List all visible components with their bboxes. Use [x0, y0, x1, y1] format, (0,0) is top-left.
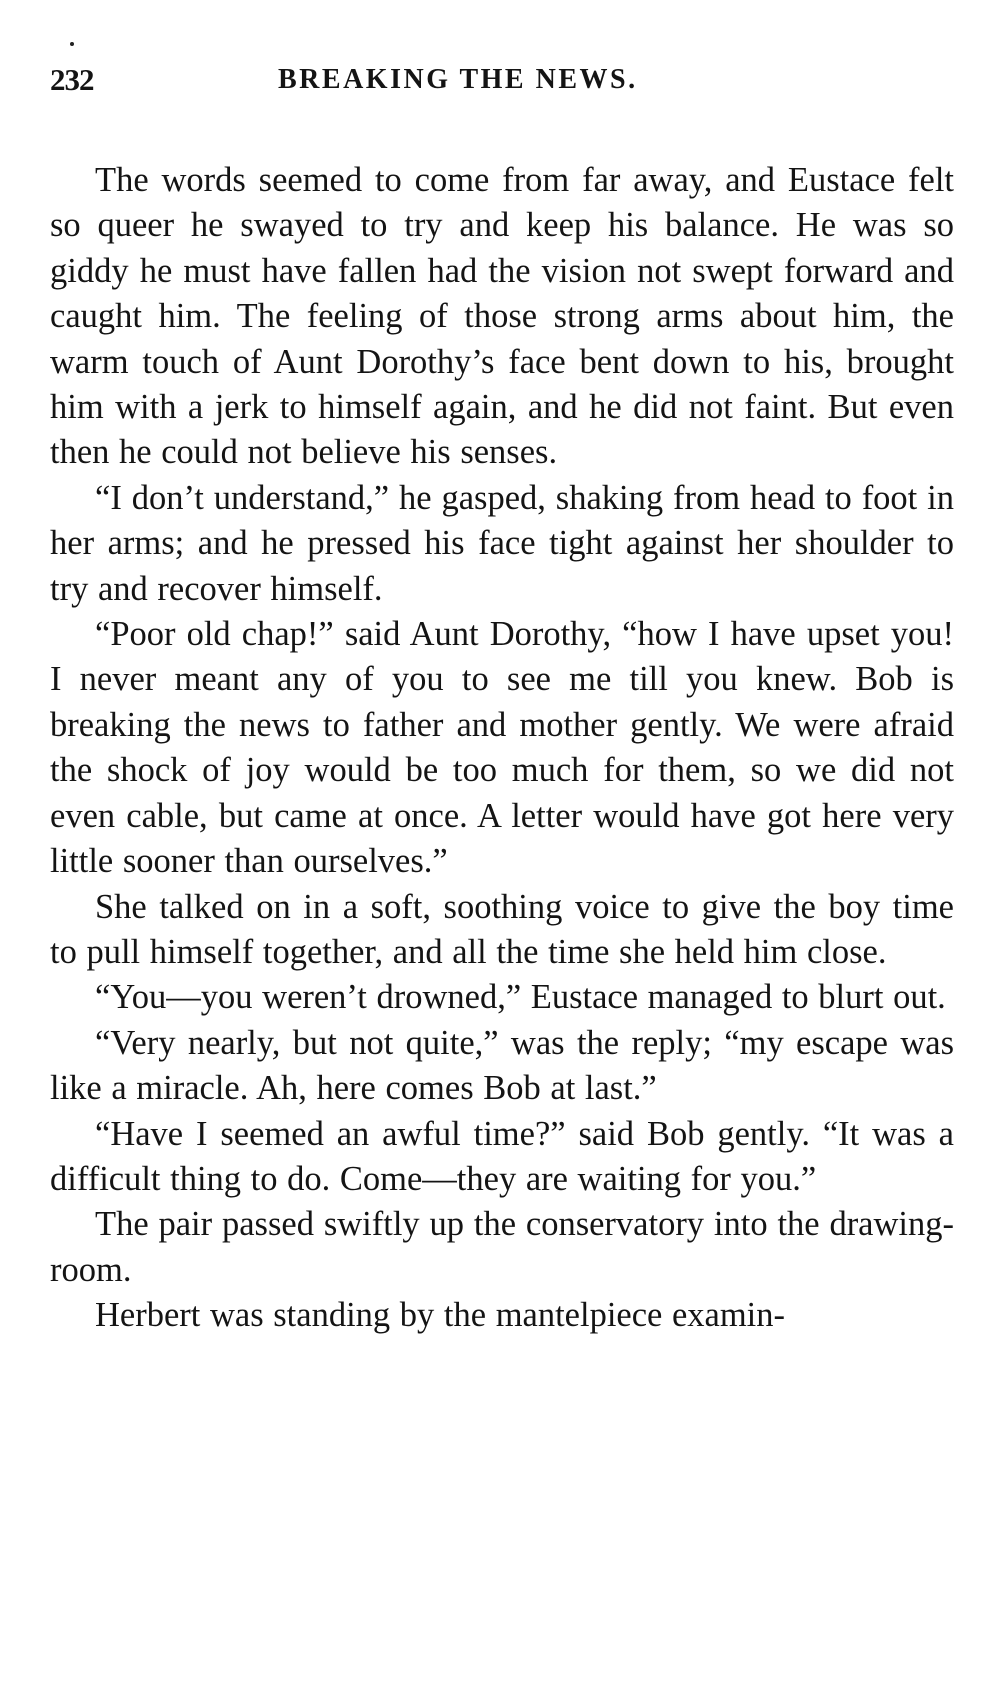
paragraph: The pair passed swiftly up the conservatory into the drawing-room.	[50, 1205, 954, 1289]
paragraph: “Poor old chap!” said Aunt Dorothy, “how I have upset you! I never meant any of you to see me till you knew. Bob is breaking the news to father and mother gently. We were afraid the shock of joy would be too much for them, so we did not even cable, but came at once. A letter would have got here very little sooner than ourselves.”	[50, 615, 954, 881]
body-text	[50, 158, 954, 1339]
paragraph: Herbert was standing by the mantelpiece examin-	[95, 1296, 786, 1335]
paragraph: The words seemed to come from far away, and Eustace felt so queer he swayed to try and keep his balance. He was so giddy he must have fallen had the vision not swept forward and caught him. The feeling of those strong arms about him, the warm touch of Aunt Dorothy’s face bent down to his, brought him with a jerk to himself again, and he did not faint. But even then he could not believe his senses.	[50, 161, 954, 472]
paragraph: “Very nearly, but not quite,” was the reply; “my escape was like a miracle. Ah, here comes Bob at last.”	[50, 1023, 954, 1108]
page-content	[50, 62, 954, 1339]
print-speck	[70, 42, 74, 46]
running-head	[50, 62, 954, 108]
chapter-title: BREAKING THE NEWS.	[278, 64, 638, 95]
paragraph: She talked on in a soft, soothing voice to give the boy time to pull himself together, and all the time she held him close.	[50, 887, 954, 971]
paragraph: “Have I seemed an awful time?” said Bob gently. “It was a difficult thing to do. Come—they are waiting for you.”	[50, 1114, 954, 1198]
page-number: 232	[50, 62, 94, 97]
paragraph: “I don’t understand,” he gasped, shaking from head to foot in her arms; and he pressed his face tight against her shoulder to try and recover himself.	[50, 478, 954, 608]
paragraph: “You—you weren’t drowned,” Eustace managed to blurt out.	[95, 978, 946, 1017]
